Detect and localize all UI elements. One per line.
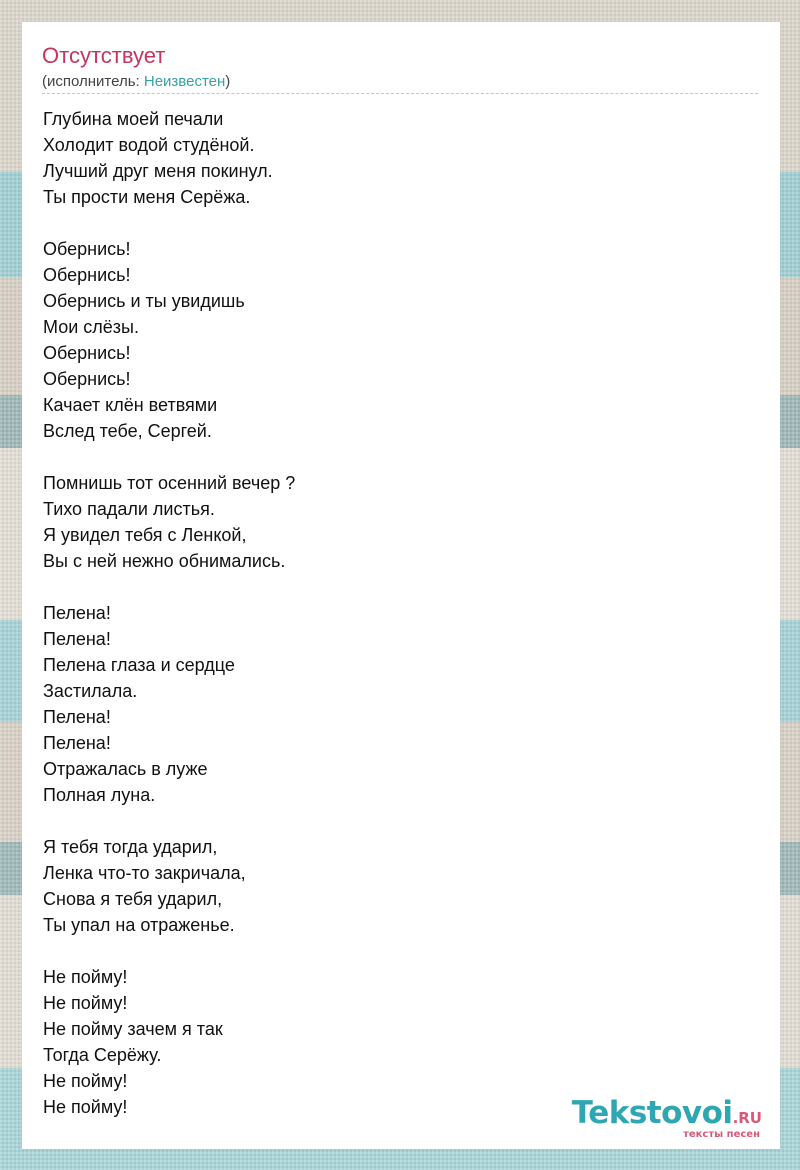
- lyric-line: Пелена!: [43, 707, 111, 727]
- lyric-line: Ты упал на отраженье.: [43, 915, 235, 935]
- lyrics-body: [43, 106, 743, 1146]
- lyric-line: Обернись!: [43, 343, 131, 363]
- artist-prefix: (исполнитель:: [42, 73, 144, 90]
- lyric-line: Ты прости меня Серёжа.: [43, 187, 251, 207]
- artist-suffix: ): [225, 73, 231, 90]
- lyric-line: Обернись и ты увидишь: [43, 291, 245, 311]
- lyric-line: Не пойму!: [43, 967, 128, 987]
- stanza: [43, 600, 743, 808]
- lyric-line: Не пойму!: [43, 1071, 128, 1091]
- lyric-line: Отражалась в луже: [43, 759, 208, 779]
- lyric-line: Я тебя тогда ударил,: [43, 837, 218, 857]
- title-divider: [42, 93, 758, 94]
- lyric-line: Мои слёзы.: [43, 317, 139, 337]
- lyric-line: Вы с ней нежно обнимались.: [43, 551, 286, 571]
- lyric-line: Пелена!: [43, 733, 111, 753]
- lyric-line: Глубина моей печали: [43, 109, 224, 129]
- logo-tagline: тексты песен: [683, 1129, 760, 1140]
- lyric-line: Не пойму зачем я так: [43, 1019, 223, 1039]
- lyric-line: Пелена!: [43, 629, 111, 649]
- lyric-line: Тихо падали листья.: [43, 499, 215, 519]
- lyric-line: Пелена глаза и сердце: [43, 655, 235, 675]
- site-logo[interactable]: [562, 1097, 772, 1141]
- lyric-line: Пелена!: [43, 603, 111, 623]
- lyric-line: Холодит водой студёной.: [43, 135, 255, 155]
- lyric-line: Не пойму!: [43, 993, 128, 1013]
- lyric-line: Застилала.: [43, 681, 138, 701]
- song-title: Отсутствует: [42, 43, 166, 68]
- artist-line: [42, 72, 230, 92]
- lyric-line: Ленка что-то закричала,: [43, 863, 246, 883]
- stanza: [43, 236, 743, 444]
- stanza: [43, 834, 743, 938]
- lyric-line: Вслед тебе, Сергей.: [43, 421, 212, 441]
- lyric-line: Не пойму!: [43, 1097, 128, 1117]
- lyric-line: Помнишь тот осенний вечер ?: [43, 473, 296, 493]
- artist-link[interactable]: Неизвестен: [143, 73, 226, 90]
- stanza: [43, 106, 743, 210]
- lyric-line: Качает клён ветвями: [43, 395, 218, 415]
- lyric-line: Полная луна.: [43, 785, 156, 805]
- lyric-line: Обернись!: [43, 369, 131, 389]
- logo-tld: .RU: [732, 1109, 762, 1127]
- lyric-line: Я увидел тебя с Ленкой,: [43, 525, 247, 545]
- lyric-line: Снова я тебя ударил,: [43, 889, 223, 909]
- stanza: [43, 470, 743, 574]
- lyric-line: Тогда Серёжу.: [43, 1045, 162, 1065]
- lyric-line: Обернись!: [43, 265, 131, 285]
- lyrics-card: [22, 22, 780, 1149]
- lyric-line: Обернись!: [43, 239, 131, 259]
- logo-name: Tekstovoi: [571, 1095, 733, 1131]
- lyric-line: Лучший друг меня покинул.: [43, 161, 273, 181]
